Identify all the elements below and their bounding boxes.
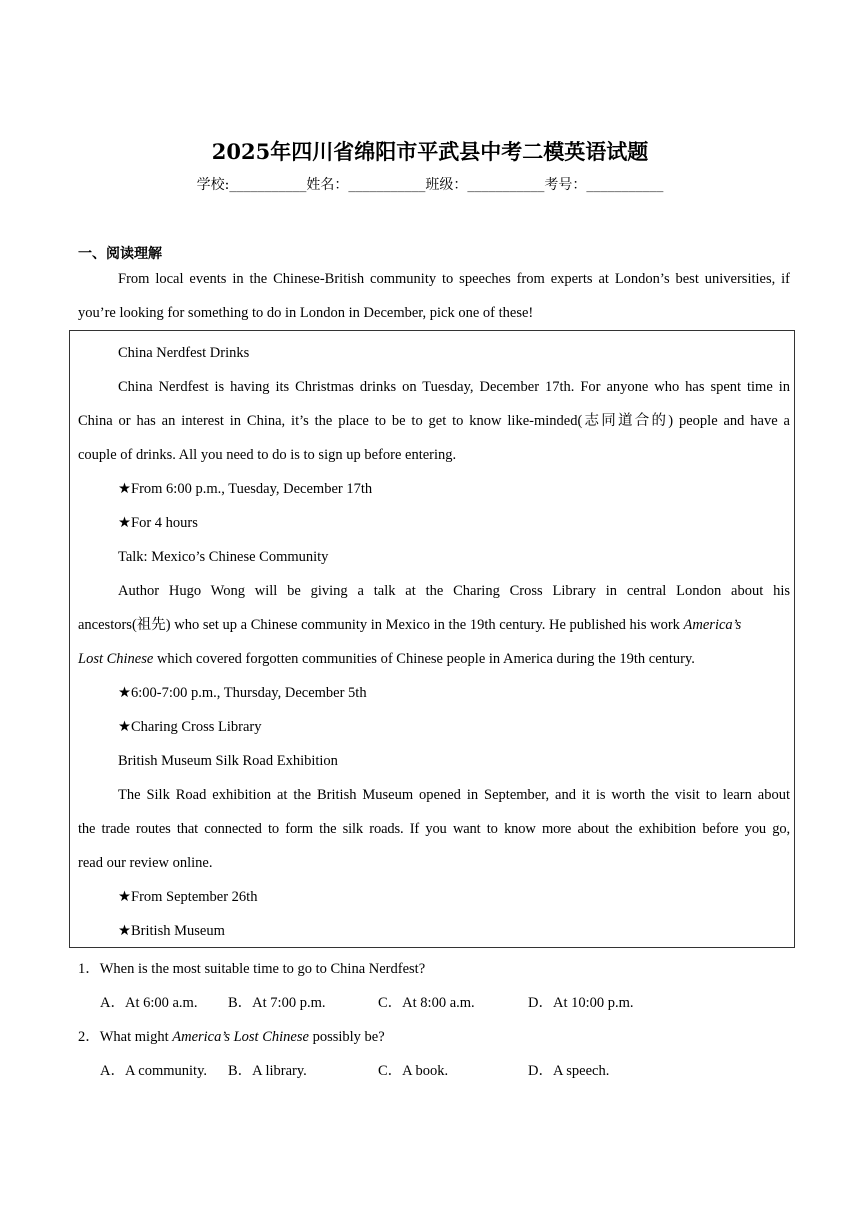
q2-text-start: 2．What might [78, 1029, 173, 1045]
event2-line2-text: ancestors(祖先) who set up a Chinese community in Mexico in the 19th century. He published his work [78, 617, 684, 633]
q1-option-a: A．At 6:00 a.m. [100, 995, 198, 1011]
book-title-part1: America’s [683, 617, 742, 633]
event2-title: Talk: Mexico’s Chinese Community [118, 549, 329, 565]
q2-option-d: D．A speech. [528, 1063, 610, 1079]
section-heading: 一、阅读理解 [78, 246, 162, 262]
event3-title: British Museum Silk Road Exhibition [118, 753, 338, 769]
intro-paragraph: From local events in the Chinese-British community to speeches from experts at London’s best universities, if you’re looking for something to do in London in December, pick one of these! [78, 271, 790, 321]
event2-line3 [78, 642, 790, 676]
q2-option-a: A．A community. [100, 1063, 208, 1079]
event2-line1: Author Hugo Wong will be giving a talk at the Charing Cross Library in central London about his [118, 583, 790, 599]
question-1: 1．When is the most suitable time to go to China Nerdfest? [78, 961, 426, 977]
event1-line3: couple of drinks. All you need to do is to sign up before entering. [78, 447, 457, 463]
event3-line1: The Silk Road exhibition at the British Museum opened in September, and it is worth the visit to learn about [118, 787, 790, 803]
question-2 [78, 1020, 385, 1054]
event2-bullet1: ★6:00-7:00 p.m., Thursday, December 5th [118, 685, 367, 701]
event1-title: China Nerdfest Drinks [118, 345, 250, 361]
event1-bullet2: ★For 4 hours [118, 515, 198, 531]
event2-line2 [78, 608, 790, 642]
q2-text-end: possibly be? [308, 1029, 385, 1045]
event3-bullet1: ★From September 26th [118, 889, 258, 905]
q1-option-c: C．At 8:00 a.m. [378, 995, 475, 1011]
book-title-part2: Lost Chinese [78, 651, 154, 667]
q1-option-b: B．At 7:00 p.m. [228, 995, 326, 1011]
event1-bullet1: ★From 6:00 p.m., Tuesday, December 17th [118, 481, 373, 497]
event1-line2: China or has an interest in China, it’s the place to be to get to know like-minded(志同道合的) people and have a [78, 413, 790, 429]
event3-bullet2: ★British Museum [118, 923, 225, 939]
q2-option-c: C．A book. [378, 1063, 449, 1079]
event3-line2: the trade routes that connected to form the silk roads. If you want to know more about the exhibition before you go, [78, 821, 790, 837]
event2-bullet2: ★Charing Cross Library [118, 719, 262, 735]
q2-option-b: B．A library. [228, 1063, 307, 1079]
q2-book-title: America’s Lost Chinese [172, 1029, 309, 1045]
page-title: 2025年四川省绵阳市平武县中考二模英语试题 [211, 139, 649, 164]
event2-line3-text: which covered forgotten communities of Chinese people in America during the 19th century. [153, 651, 695, 667]
q1-option-d: D．At 10:00 p.m. [528, 995, 634, 1011]
event3-line3: read our review online. [78, 855, 213, 871]
event1-line1: China Nerdfest is having its Christmas drinks on Tuesday, December 17th. For anyone who has spent time in [118, 379, 790, 395]
student-info-line: 学校:___________姓名：___________班级：___________考号：___________ [196, 177, 664, 193]
